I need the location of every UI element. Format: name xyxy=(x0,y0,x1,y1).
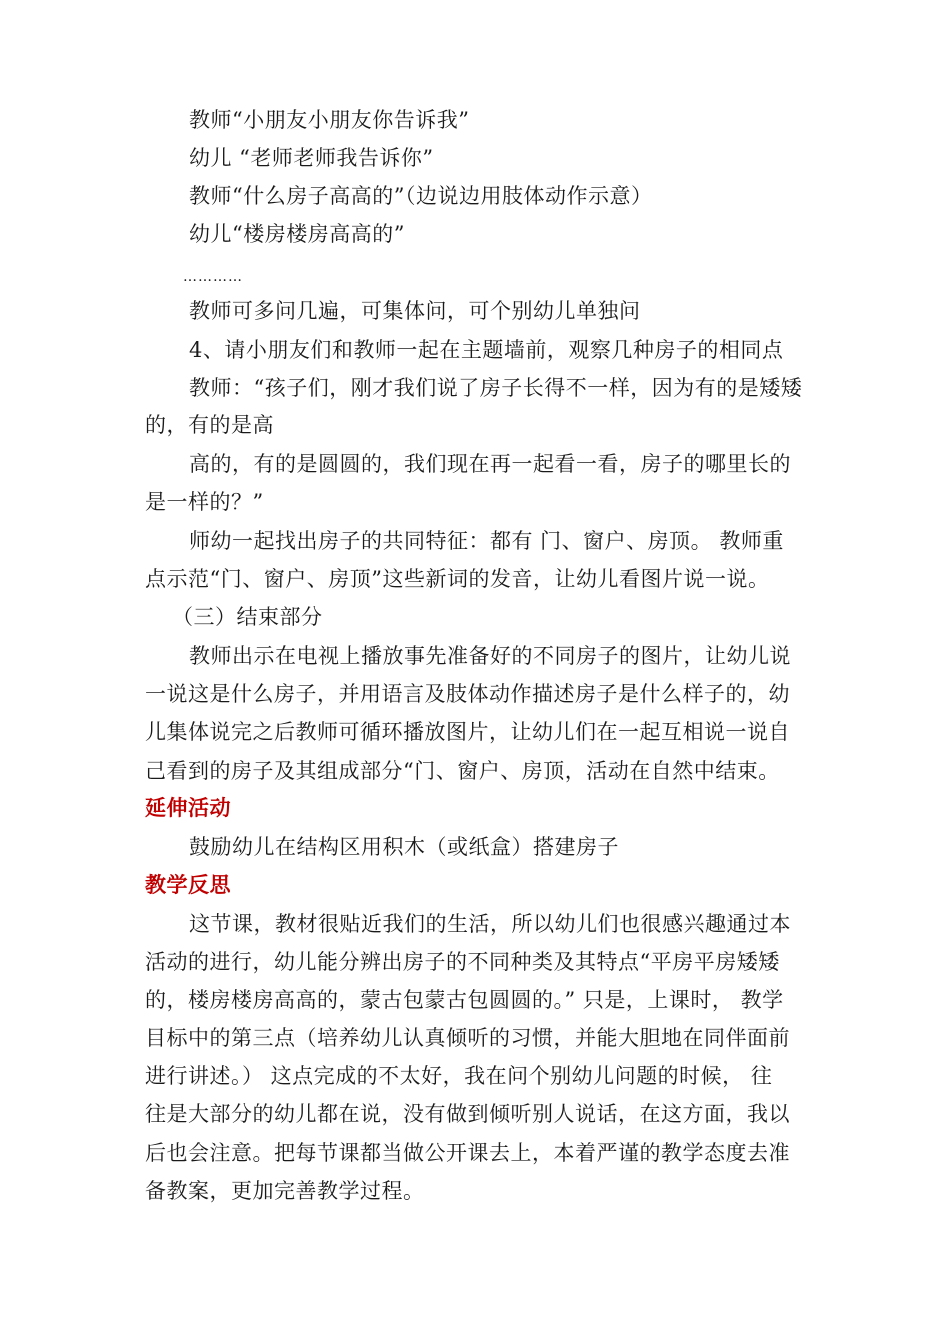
paragraph-line: 往是大部分的幼儿都在说，没有做到倾听别人说话，在这方面，我以 xyxy=(145,1102,790,1126)
extension-activity-heading: 延伸活动 xyxy=(145,796,231,820)
paragraph-line: 一说这是什么房子，并用语言及肢体动作描述房子是什么样子的，幼 xyxy=(145,682,790,706)
paragraph-line: 教师可多问几遍，可集体问，可个别幼儿单独问 xyxy=(189,299,641,323)
step-4-heading: 4、请小朋友们和教师一起在主题墙前，观察几种房子的相同点 xyxy=(189,338,784,362)
paragraph-line: 鼓励幼儿在结构区用积木（或纸盒）搭建房子 xyxy=(189,835,619,859)
paragraph-line: 的，楼房楼房高高的，蒙古包蒙古包圆圆的。” 只是，上课时， 教学 xyxy=(145,988,784,1012)
dialogue-teacher-1: 教师“小朋友小朋友你告诉我” xyxy=(189,108,470,132)
paragraph-line: 这节课，教材很贴近我们的生活，所以幼儿们也很感兴趣通过本 xyxy=(189,912,791,936)
dialogue-child-1: 幼儿 “老师老师我告诉你” xyxy=(189,146,434,170)
paragraph-line: 目标中的第三点（培养幼儿认真倾听的习惯，并能大胆地在同伴面前 xyxy=(145,1026,790,1050)
paragraph-line: 备教案，更加完善教学过程。 xyxy=(145,1179,425,1203)
teaching-reflection-heading: 教学反思 xyxy=(145,873,231,897)
section-ending-heading: （三）结束部分 xyxy=(172,605,323,629)
paragraph-line: 后也会注意。把每节课都当做公开课去上，本着严谨的教学态度去准 xyxy=(145,1141,790,1165)
paragraph-line: 点示范“门、窗户、房顶”这些新词的发音，让幼儿看图片说一说。 xyxy=(145,567,770,591)
paragraph-line: 儿集体说完之后教师可循环播放图片，让幼儿们在一起互相说一说自 xyxy=(145,720,790,744)
paragraph-line: 教师：“孩子们，刚才我们说了房子长得不一样，因为有的是矮矮 xyxy=(189,376,803,400)
paragraph-line: 教师出示在电视上播放事先准备好的不同房子的图片，让幼儿说 xyxy=(189,644,791,668)
ellipsis: ………… xyxy=(183,269,243,285)
dialogue-child-2: 幼儿“楼房楼房高高的” xyxy=(189,222,405,246)
paragraph-line: 师幼一起找出房子的共同特征：都有 门、窗户、房顶。 教师重 xyxy=(189,529,784,553)
paragraph-line: 的，有的是高 xyxy=(145,413,274,437)
dialogue-teacher-2: 教师“什么房子高高的”（边说边用肢体动作示意） xyxy=(189,184,653,208)
paragraph-line: 高的，有的是圆圆的，我们现在再一起看一看，房子的哪里长的 xyxy=(189,452,791,476)
paragraph-line: 是一样的？” xyxy=(145,490,264,514)
paragraph-line: 进行讲述。） 这点完成的不太好，我在问个别幼儿问题的时候， 往 xyxy=(145,1064,773,1088)
paragraph-line: 己看到的房子及其组成部分“门、窗户、房顶，活动在自然中结束。 xyxy=(145,759,780,783)
paragraph-line: 活动的进行，幼儿能分辨出房子的不同种类及其特点“平房平房矮矮 xyxy=(145,950,780,974)
